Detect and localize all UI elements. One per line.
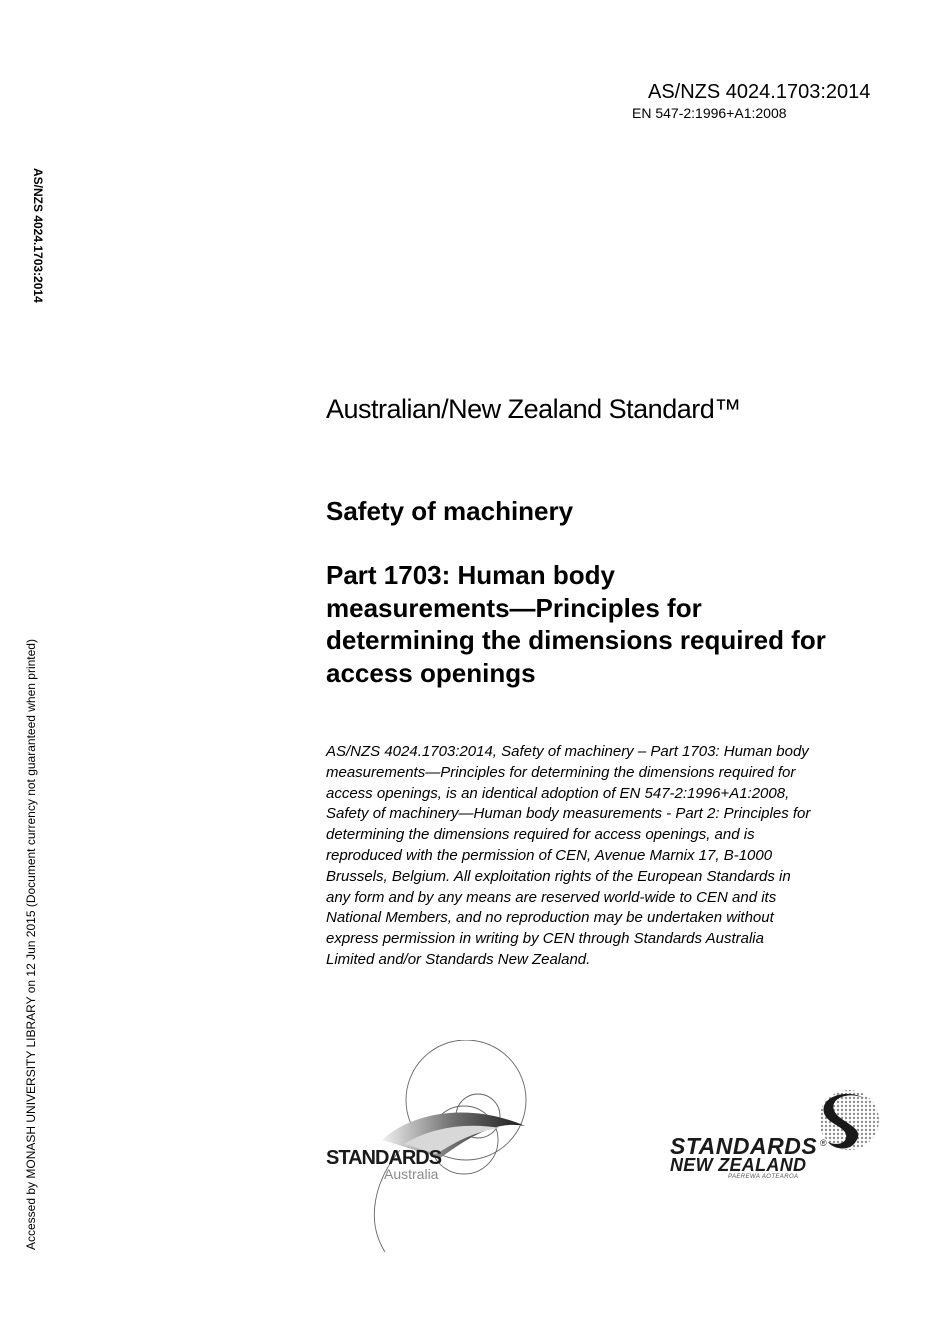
series-title: Australian/New Zealand Standard™	[326, 394, 741, 424]
logo-wordmark-line2: NEW ZEALAND	[670, 1155, 807, 1175]
european-standard-number: EN 547-2:1996+A1:2008	[632, 105, 787, 121]
standards-new-zealand-logo	[668, 1084, 888, 1184]
standard-number: AS/NZS 4024.1703:2014	[648, 81, 871, 103]
adoption-statement	[326, 742, 906, 971]
adoption-line: measurements—Principles for determining the dimensions required for	[326, 763, 796, 781]
adoption-line: National Members, and no reproduction may be undertaken without	[326, 909, 774, 927]
subtitle-line: Part 1703: Human body	[326, 560, 615, 590]
adoption-line: Brussels, Belgium. All exploitation rights of the European Standards in	[326, 867, 791, 885]
adoption-line: Safety of machinery—Human body measurements - Part 2: Principles for	[326, 805, 811, 823]
adoption-line: access openings, is an identical adoption of EN 547-2:1996+A1:2008,	[326, 784, 790, 802]
access-note: Accessed by MONASH UNIVERSITY LIBRARY on 12 Jun 2015 (Document currency not guaranteed when printed)	[24, 639, 38, 1250]
subtitle-line: access openings	[326, 657, 536, 688]
logo-wordmark-line3: PAEREWA AOTEAROA	[728, 1174, 799, 1180]
logo-wordmark-line1: STANDARDS	[326, 1147, 442, 1169]
registered-mark-icon: ®	[820, 1138, 827, 1148]
logo-wordmark-line2: Australia	[384, 1166, 439, 1182]
document-title: Safety of machinery	[326, 496, 574, 526]
adoption-line: reproduced with the permission of CEN, Avenue Marnix 17, B-1000	[326, 846, 773, 864]
standards-australia-logo	[320, 1040, 540, 1260]
spine-label: AS/NZS 4024.1703:2014	[31, 168, 45, 303]
adoption-line: any form and by any means are reserved world-wide to CEN and its	[326, 888, 777, 906]
document-subtitle	[326, 559, 916, 689]
adoption-line: determining the dimensions required for access openings, and is	[326, 826, 755, 844]
logo-wordmark-line1: STANDARDS	[670, 1133, 818, 1159]
adoption-line: AS/NZS 4024.1703:2014, Safety of machinery – Part 1703: Human body	[326, 743, 809, 760]
subtitle-line: measurements—Principles for	[326, 592, 702, 623]
adoption-line: express permission in writing by CEN through Standards Australia	[326, 930, 764, 948]
adoption-line: Limited and/or Standards New Zealand.	[326, 950, 591, 968]
s-globe-icon	[819, 1090, 879, 1150]
subtitle-line: determining the dimensions required for	[326, 625, 826, 655]
